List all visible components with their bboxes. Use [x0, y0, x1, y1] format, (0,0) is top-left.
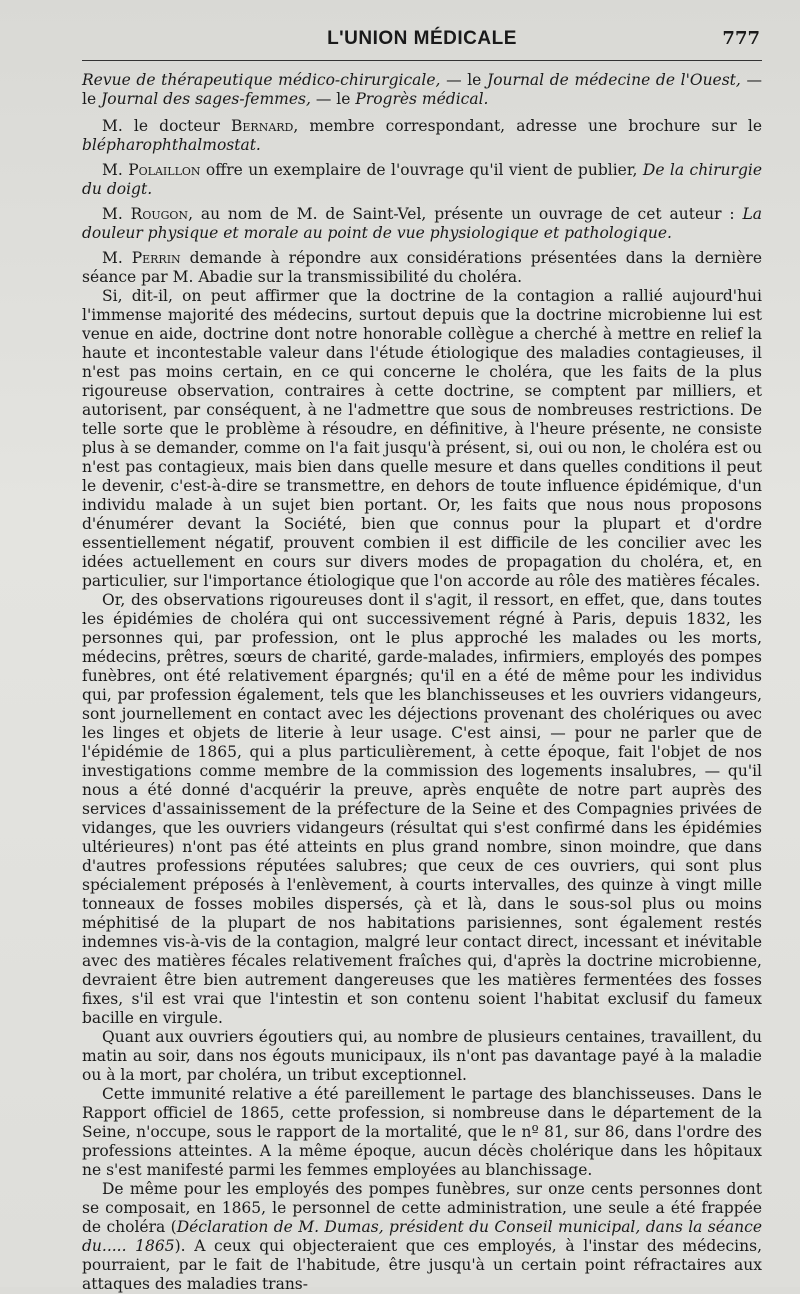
- text-run: — le: [82, 71, 762, 108]
- journal-title: Journal de médecine de l'Ouest,: [487, 71, 741, 89]
- text-run: — le: [310, 90, 356, 108]
- paragraph-pompes-funebres: [82, 1180, 762, 1294]
- paragraph-observations: Or, des observations rigoureuses dont il s'agit, il ressort, en effet, que, dans toutes les épidémies de choléra qui ont successivement régné à Paris, depuis 1832, les personnes qui, par profession, ont le plus approché les malades ou les morts, médecins, prêtres, sœurs de charité, garde-malades, infirmiers, employés des pompes funèbres, ont été relativement épargnés; qu'il en a été de même pour les individus qui, par profession également, tels que les blanchisseuses et les ouvriers vidangeurs, sont journellement en contact avec les déjections provenant des cholériques ou avec les linges et objets de literie à leur usage. C'est ainsi, — pour ne parler que de l'épidémie de 1865, qui a plus particulièrement, à cette époque, fait l'objet de nos investigations comme membre de la commission des logements insalubres, — qu'il nous a été donné d'acquérir la preuve, après enquête de notre part auprès des services d'assainissement de la préfecture de la Seine et des Compagnies privées de vidanges, que les ouvriers vidangeurs (résultat qui s'est confirmé dans les épidémies ultérieures) n'ont pas été atteints en plus grand nombre, sinon moindre, que dans d'autres professions réputées salubres; que ceux de ces ouvriers, qui sont plus spécialement préposés à l'enlèvement, à courts intervalles, des quinze à vingt mille tonneaux de fosses mobiles dispersés, çà et là, dans le sous-sol plus ou moins méphitisé de la plupart de nos habitations parisiennes, sont également restés indemnes vis-à-vis de la contagion, malgré leur contact direct, incessant et inévitable avec des matières fécales relativement fraîches qui, d'après la doctrine microbienne, devraient être bien autrement dangereuses que les matières fermentées des fosses fixes, s'il est vrai que l'intestin et son contenu soient l'habitat exclusif du fameux bacille en virgule.: [82, 591, 762, 1027]
- text-run: M. le docteur: [102, 117, 231, 135]
- paragraph-polaillon: [82, 161, 762, 199]
- work-title: blépharophthalmostat.: [82, 136, 261, 154]
- journal-title: Journal des sages-femmes,: [101, 90, 311, 108]
- page-header: [82, 22, 762, 61]
- text-run: demande à répondre aux considérations présentées dans la dernière séance par M. Abadie sur la transmissibilité du choléra.: [82, 249, 762, 286]
- text-run: De même pour les employés des pompes funèbres, sur onze cents personnes dont se composait, en 1865, le personnel de cette administration, une seule a été frappée de choléra (: [82, 1180, 762, 1236]
- body-text: [82, 71, 762, 1294]
- work-title: De la chirurgie du doigt.: [82, 161, 762, 198]
- text-run: M.: [102, 161, 129, 179]
- journal-title: Progrès médical.: [355, 90, 489, 108]
- paragraph-blanchisseuses: Cette immunité relative a été pareillement le partage des blanchisseuses. Dans le Rapport officiel de 1865, cette profession, si nombreuse dans le département de la Seine, n'occupe, sous le rapport de la mortalité, que le nº 81, sur 86, dans l'ordre des professions atteintes. A la même époque, aucun décès cholérique dans les hôpitaux ne s'est manifesté parmi les femmes employées au blanchissage.: [82, 1085, 762, 1179]
- author-name: Rougon: [130, 205, 189, 223]
- journal-title: Revue de thérapeutique médico-chirurgicale,: [82, 71, 441, 89]
- text-run: M.: [102, 205, 131, 223]
- author-name: Perrin: [131, 249, 181, 267]
- page-number: 777: [722, 28, 760, 49]
- text-run: , membre correspondant, adresse une brochure sur le: [293, 117, 762, 135]
- author-name: Bernard: [231, 117, 294, 135]
- text-run: offre un exemplaire de l'ouvrage qu'il vient de publier,: [200, 161, 643, 179]
- paragraph-bernard: [82, 117, 762, 155]
- paragraph-perrin: [82, 249, 762, 287]
- work-title: La douleur physique et morale au point de vue physiologique et pathologique.: [82, 205, 762, 242]
- citation: Déclaration de M. Dumas, président du Conseil municipal, dans la séance du..... 1865: [82, 1218, 762, 1255]
- paragraph-contagion: Si, dit-il, on peut affirmer que la doctrine de la contagion a rallié aujourd'hui l'immense majorité des médecins, surtout depuis que la doctrine microbienne lui est venue en aide, doctrine dont notre honorable collègue a cherché à mettre en relief la haute et incontestable valeur dans l'étude étiologique des maladies contagieuses, il n'est pas moins certain, en ce qui concerne le choléra, que les faits de la plus rigoureuse observation, contraires à cette doctrine, se comptent par milliers, et autorisent, par conséquent, à ne l'admettre que sous de nombreuses restrictions. De telle sorte que le problème à résoudre, en définitive, à l'heure présente, ne consiste plus à se demander, comme on l'a fait jusqu'à présent, si, oui ou non, le choléra est ou n'est pas contagieux, mais bien dans quelle mesure et dans quelles conditions il peut le devenir, c'est-à-dire se transmettre, en dehors de toute influence épidémique, d'un individu malade à un sujet bien portant. Or, les faits que nous nous proposons d'énumérer devant la Société, bien que connus pour la plupart et d'ordre essentiellement négatif, prouvent combien il est difficile de les concilier avec les idées actuellement en cours sur divers modes de propagation du choléra, et, en particulier, sur l'importance étiologique que l'on accorde au rôle des matières fécales.: [82, 287, 762, 590]
- text-run: M.: [102, 249, 132, 267]
- paragraph-rougon: [82, 205, 762, 243]
- author-name: Polaillon: [128, 161, 201, 179]
- text-run: ). A ceux qui objecteraient que ces employés, à l'instar des médecins, pourraient, par le fait de l'habitude, être jusqu'à un certain point réfractaires aux attaques des maladies trans-: [82, 1237, 762, 1293]
- paragraph-journals: [82, 71, 762, 109]
- text-run: , au nom de M. de Saint-Vel, présente un ouvrage de cet auteur :: [188, 205, 743, 223]
- text-run: — le: [440, 71, 487, 89]
- paragraph-egoutiers: Quant aux ouvriers égoutiers qui, au nombre de plusieurs centaines, travaillent, du matin au soir, dans nos égouts municipaux, ils n'ont pas davantage payé à la maladie ou à la mort, par choléra, un tribut exceptionnel.: [82, 1028, 762, 1084]
- running-title: L'UNION MÉDICALE: [327, 28, 517, 49]
